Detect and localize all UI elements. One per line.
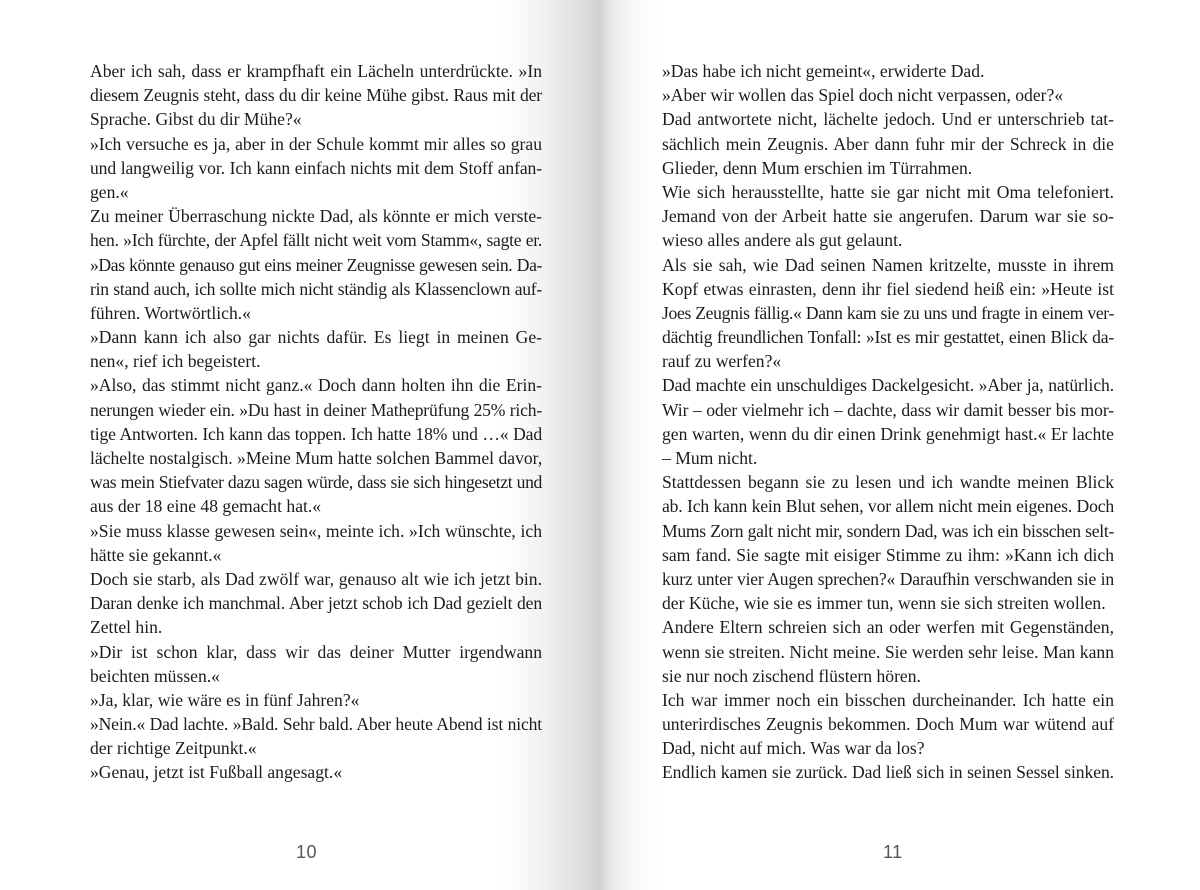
text-line: der Küche, wie sie es immer tun, wenn sie sich streiten wollen.: [662, 593, 1106, 614]
text-line: Joes Zeugnis fällig.« Dann kam sie zu uns und fragte in einem ver-: [662, 302, 1114, 323]
text-line: »Dir ist schon klar, dass wir das deiner Mutter irgendwann: [90, 641, 542, 662]
text-line: Endlich kamen sie zurück. Dad ließ sich in seinen Sessel sinken.: [662, 762, 1114, 783]
text-line: »Das könnte genauso gut eins meiner Zeugnisse gewesen sein. Da-: [90, 254, 542, 275]
text-line: Dad, nicht auf mich. Was war da los?: [662, 738, 925, 759]
text-line: Wie sich herausstellte, hatte sie gar nicht mit Oma telefoniert.: [662, 181, 1114, 202]
text-line: »Ich versuche es ja, aber in der Schule kommt mir alles so grau: [90, 133, 542, 154]
text-line: sam fand. Sie sagte mit eisiger Stimme zu ihm: »Kann ich dich: [662, 544, 1114, 565]
text-line: Aber ich sah, dass er krampfhaft ein Lächeln unterdrückte. »In: [90, 61, 542, 81]
text-line: Sprache. Gibst du dir Mühe?«: [90, 109, 302, 130]
text-line: was mein Stiefvater dazu sagen würde, dass sie sich hingesetzt und: [90, 472, 542, 493]
text-line: Kopf etwas einrasten, denn ihr fiel siedend heiß ein: »Heute ist: [662, 278, 1114, 299]
text-line: führen. Wortwörtlich.«: [90, 302, 251, 323]
text-line: sächlich mein Zeugnis. Aber dann fuhr mir der Schreck in die: [662, 133, 1114, 154]
text-line: Jemand von der Arbeit hatte sie angerufen. Darum war sie so-: [662, 206, 1114, 227]
text-line: lächelte nostalgisch. »Meine Mum hatte solchen Bammel davor,: [90, 448, 543, 468]
text-line: Ich war immer noch ein bisschen durcheinander. Ich hatte ein: [662, 689, 1114, 710]
text-line: ab. Ich kann kein Blut sehen, vor allem nicht mein eigenes. Doch: [662, 496, 1114, 517]
text-line: Zu meiner Überraschung nickte Dad, als könnte er mich verste-: [90, 206, 542, 227]
text-line: »Das habe ich nicht gemeint«, erwiderte Dad.: [662, 61, 985, 81]
right-page: [600, 0, 1200, 890]
text-line: gen warten, wenn du dir einen Drink genehmigt hast.« Er lachte: [662, 423, 1114, 444]
text-line: sie nur noch zischend flüstern hören.: [662, 665, 921, 686]
text-line: Stattdessen begann sie zu lesen und ich wandte meinen Blick: [662, 472, 1114, 493]
text-line: beichten müssen.«: [90, 665, 220, 686]
page-number-right: 11: [883, 842, 903, 862]
text-line: Mums Zorn galt nicht mir, sondern Dad, was ich ein bisschen selt-: [662, 520, 1114, 541]
text-line: Zettel hin.: [90, 617, 163, 638]
text-line: hen. »Ich fürchte, der Apfel fällt nicht weit vom Stamm«, sagte er.: [90, 230, 542, 251]
text-line: Dad antwortete nicht, lächelte jedoch. Und er unterschrieb tat-: [662, 109, 1114, 130]
text-line: rauf zu werfen?«: [662, 351, 782, 372]
text-line: »Also, das stimmt nicht ganz.« Doch dann holten ihn die Erin-: [90, 375, 542, 396]
text-line: »Dann kann ich also gar nichts dafür. Es liegt in meinen Ge-: [90, 327, 542, 348]
text-line: Dad machte ein unschuldiges Dackelgesicht. »Aber ja, natürlich.: [662, 375, 1114, 396]
left-page-text: [90, 59, 542, 785]
text-line: dächtig freundlichen Tonfall: »Ist es mir gestattet, einen Blick da-: [662, 327, 1114, 348]
text-line: – Mum nicht.: [662, 448, 758, 468]
text-line: rin stand auch, ich sollte mich nicht ständig als Klassenclown auf-: [90, 278, 542, 299]
text-line: Wir – oder vielmehr ich – dachte, dass wir damit besser bis mor-: [662, 399, 1114, 420]
text-line: unterirdisches Zeugnis bekommen. Doch Mum war wütend auf: [662, 714, 1114, 735]
text-line: nen«, rief ich begeistert.: [90, 351, 261, 372]
text-line: Als sie sah, wie Dad seinen Namen kritzelte, musste in ihrem: [662, 254, 1114, 275]
text-line: wieso alles andere als gut gelaunt.: [662, 230, 903, 251]
text-line: hätte sie gekannt.«: [90, 544, 222, 565]
text-line: Andere Eltern schreien sich an oder werfen mit Gegenständen,: [662, 617, 1114, 638]
text-line: der richtige Zeitpunkt.«: [90, 738, 257, 759]
text-line: kurz unter vier Augen sprechen?« Daraufhin verschwanden sie in: [662, 568, 1114, 589]
text-line: Daran denke ich manchmal. Aber jetzt schob ich Dad gezielt den: [90, 593, 542, 614]
text-line: tige Antworten. Ich kann das toppen. Ich hatte 18% und …« Dad: [90, 423, 542, 444]
page-number-left: 10: [296, 842, 318, 862]
text-line: gen.«: [90, 181, 129, 202]
text-line: »Sie muss klasse gewesen sein«, meinte ich. »Ich wünschte, ich: [90, 520, 542, 541]
text-line: nerungen wieder ein. »Du hast in deiner Matheprüfung 25% rich-: [90, 399, 542, 420]
right-page-text: [662, 59, 1114, 785]
text-line: Glieder, denn Mum erschien im Türrahmen.: [662, 157, 973, 178]
text-line: und langweilig vor. Ich kann einfach nichts mit dem Stoff anfan-: [90, 157, 542, 178]
text-line: »Nein.« Dad lachte. »Bald. Sehr bald. Aber heute Abend ist nicht: [90, 714, 542, 735]
text-line: Doch sie starb, als Dad zwölf war, genauso alt wie ich jetzt bin.: [90, 568, 542, 589]
text-line: diesem Zeugnis steht, dass du dir keine Mühe gibst. Raus mit der: [90, 85, 542, 106]
text-line: »Aber wir wollen das Spiel doch nicht verpassen, oder?«: [662, 85, 1064, 106]
text-line: »Ja, klar, wie wäre es in fünf Jahren?«: [90, 689, 360, 710]
text-line: wenn sie streiten. Nicht meine. Sie werden sehr leise. Man kann: [662, 641, 1114, 662]
text-line: aus der 18 eine 48 gemacht hat.«: [90, 496, 322, 517]
text-line: »Genau, jetzt ist Fußball angesagt.«: [90, 762, 343, 783]
